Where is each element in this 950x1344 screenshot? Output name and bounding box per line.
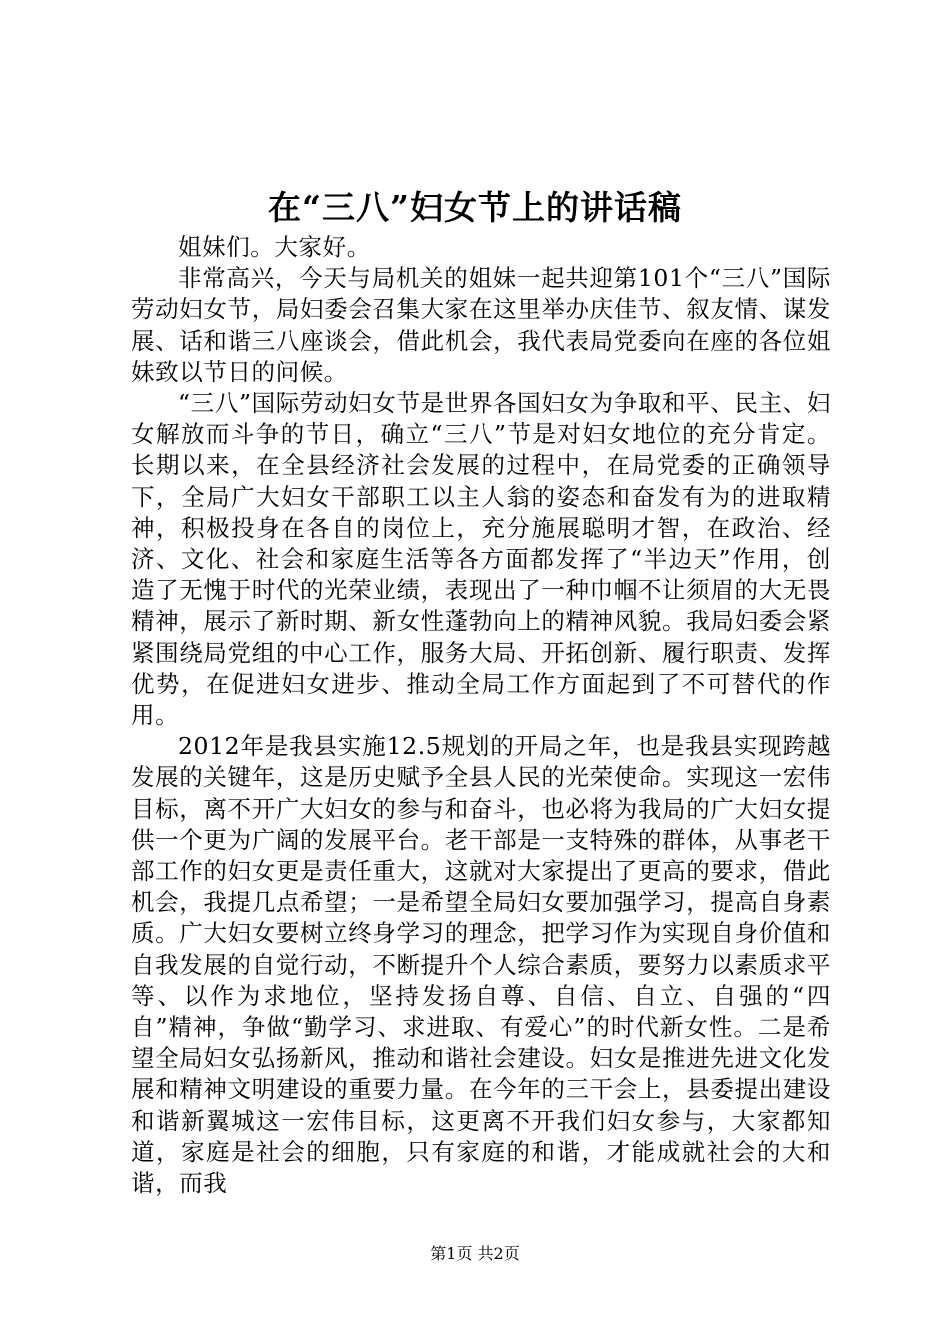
- paragraph-womens-day: “三八”国际劳动妇女节是世界各国妇女为争取和平、民主、妇女解放而斗争的节日，确立“三八”节是对妇女地位的充分肯定。长期以来，在全县经济社会发展的过程中，在局党委的正确领导下，全局广大妇女干部职工以主人翁的姿态和奋发有为的进取精神，积极投身在各自的岗位上，充分施展聪明才智，在政治、经济、文化、社会和家庭生活等各方面都发挥了“半边天”作用，创造了无愧于时代的光荣业绩，表现出了一种巾帼不让须眉的大无畏精神，展示了新时期、新女性蓬勃向上的精神风貌。我局妇委会紧紧围绕局党组的中心工作，服务大局、开拓创新、履行职责、发挥优势，在促进妇女进步、推动全局工作方面起到了不可替代的作用。: [131, 389, 831, 730]
- page-title: 在“三八”妇女节上的讲话稿: [268, 188, 682, 227]
- document-body: [131, 232, 831, 1199]
- paragraph-greeting: 姐妹们。大家好。: [178, 233, 371, 261]
- page-footer: 第1页 共2页: [430, 1244, 520, 1263]
- paragraph-opening: 非常高兴，今天与局机关的姐妹一起共迎第101个“三八”国际劳动妇女节，局妇委会召集大家在这里举办庆佳节、叙友情、谋发展、话和谐三八座谈会，借此机会，我代表局党委向在座的各位姐妹致以节日的问候。: [131, 264, 831, 386]
- paragraph-2012-goals: 2012年是我县实施12.5规划的开局之年，也是我县实现跨越发展的关键年，这是历史赋予全县人民的光荣使命。实现这一宏伟目标，离不开广大妇女的参与和奋斗，也必将为我局的广大妇女提供一个更为广阔的发展平台。老干部是一支特殊的群体，从事老干部工作的妇女更是责任重大，这就对大家提出了更高的要求，借此机会，我提几点希望；一是希望全局妇女要加强学习，提高自身素质。广大妇女要树立终身学习的理念，把学习作为实现自身价值和自我发展的自觉行动，不断提升个人综合素质，要努力以素质求平等、以作为求地位，坚持发扬自尊、自信、自立、自强的“四自”精神，争做“勤学习、求进取、有爱心”的时代新女性。二是希望全局妇女弘扬新风，推动和谐社会建设。妇女是推进先进文化发展和精神文明建设的重要力量。在今年的三干会上，县委提出建设和谐新翼城这一宏伟目标，这更离不开我们妇女参与，大家都知道，家庭是社会的细胞，只有家庭的和谐，才能成就社会的大和谐，而我: [131, 732, 831, 1198]
